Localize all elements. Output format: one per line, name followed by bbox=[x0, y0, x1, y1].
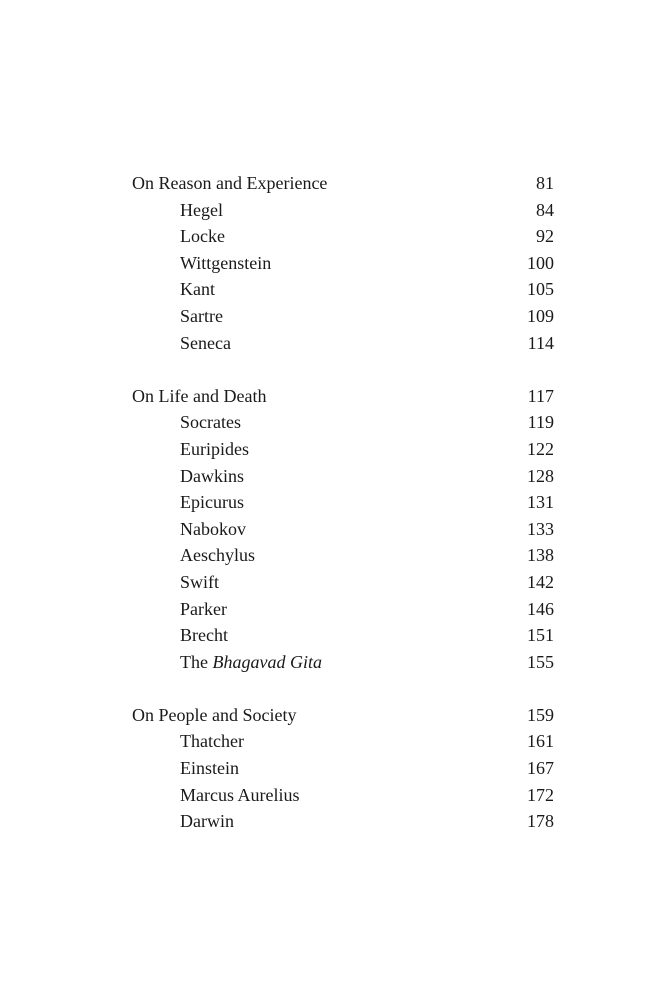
toc-entry bbox=[132, 463, 554, 490]
entry-label: Marcus Aurelius bbox=[180, 784, 300, 805]
entry-label: Kant bbox=[180, 279, 215, 300]
section-title: On People and Society bbox=[132, 704, 297, 725]
section-title: On Life and Death bbox=[132, 385, 267, 406]
entry-label: Einstein bbox=[180, 758, 239, 779]
page-number: 151 bbox=[527, 625, 554, 646]
toc-section-heading bbox=[132, 702, 554, 729]
entry-label: Thatcher bbox=[180, 731, 244, 752]
table-of-contents bbox=[132, 170, 554, 861]
toc-entry bbox=[132, 782, 554, 809]
page-number: 138 bbox=[527, 545, 554, 566]
toc-entry bbox=[132, 516, 554, 543]
entry-label: Aeschylus bbox=[180, 545, 255, 566]
entry-label: Parker bbox=[180, 598, 227, 619]
toc-entry bbox=[132, 223, 554, 250]
entry-label-italic-title: Bhagavad Gita bbox=[212, 651, 322, 672]
page-number: 167 bbox=[527, 758, 554, 779]
entry-label: Darwin bbox=[180, 811, 234, 832]
toc-entry bbox=[132, 436, 554, 463]
page-number: 84 bbox=[536, 199, 554, 220]
toc-entry bbox=[132, 489, 554, 516]
section-title: On Reason and Experience bbox=[132, 173, 328, 193]
page-number: 133 bbox=[527, 518, 554, 539]
entry-label: Brecht bbox=[180, 625, 228, 646]
toc-entry bbox=[132, 755, 554, 782]
toc-entry bbox=[132, 330, 554, 357]
entry-label: Sartre bbox=[180, 305, 223, 326]
entry-label: Seneca bbox=[180, 332, 231, 353]
toc-section bbox=[132, 702, 554, 835]
page-number: 100 bbox=[527, 252, 554, 273]
toc-entry bbox=[132, 728, 554, 755]
toc-section bbox=[132, 383, 554, 676]
entry-label: Locke bbox=[180, 226, 225, 247]
toc-section-heading bbox=[132, 383, 554, 410]
page-number: 159 bbox=[527, 704, 554, 725]
page-number: 105 bbox=[527, 279, 554, 300]
entry-label: Swift bbox=[180, 571, 220, 592]
page-number: 131 bbox=[527, 492, 554, 513]
page-number: 81 bbox=[536, 173, 554, 193]
page-number: 172 bbox=[527, 784, 554, 805]
toc-entry bbox=[132, 808, 554, 835]
toc-entry bbox=[132, 649, 554, 676]
entry-label: Socrates bbox=[180, 412, 241, 433]
entry-label: Epicurus bbox=[180, 492, 244, 513]
page-number: 155 bbox=[527, 651, 554, 672]
page-number: 117 bbox=[527, 385, 554, 406]
entry-label bbox=[132, 649, 322, 676]
page-number: 161 bbox=[527, 731, 554, 752]
toc-entry bbox=[132, 542, 554, 569]
toc-entry bbox=[132, 569, 554, 596]
entry-label-prefix: The bbox=[180, 651, 213, 672]
page-number: 114 bbox=[527, 332, 554, 353]
toc-section-heading bbox=[132, 170, 554, 197]
entry-label: Nabokov bbox=[180, 518, 246, 539]
page-number: 109 bbox=[527, 305, 554, 326]
page-number: 92 bbox=[536, 226, 554, 247]
toc-entry bbox=[132, 250, 554, 277]
page-number: 128 bbox=[527, 465, 554, 486]
page-number: 146 bbox=[527, 598, 554, 619]
page-number: 119 bbox=[527, 412, 554, 433]
toc-entry bbox=[132, 303, 554, 330]
page-number: 122 bbox=[527, 438, 554, 459]
toc-entry bbox=[132, 197, 554, 224]
page-number: 178 bbox=[527, 811, 554, 832]
toc-entry bbox=[132, 276, 554, 303]
toc-section bbox=[132, 170, 554, 356]
entry-label: Dawkins bbox=[180, 465, 244, 486]
entry-label: Euripides bbox=[180, 438, 249, 459]
entry-label: Wittgenstein bbox=[180, 252, 272, 273]
page-number: 142 bbox=[527, 571, 554, 592]
toc-entry bbox=[132, 596, 554, 623]
toc-entry bbox=[132, 409, 554, 436]
entry-label: Hegel bbox=[180, 199, 223, 220]
toc-entry bbox=[132, 622, 554, 649]
